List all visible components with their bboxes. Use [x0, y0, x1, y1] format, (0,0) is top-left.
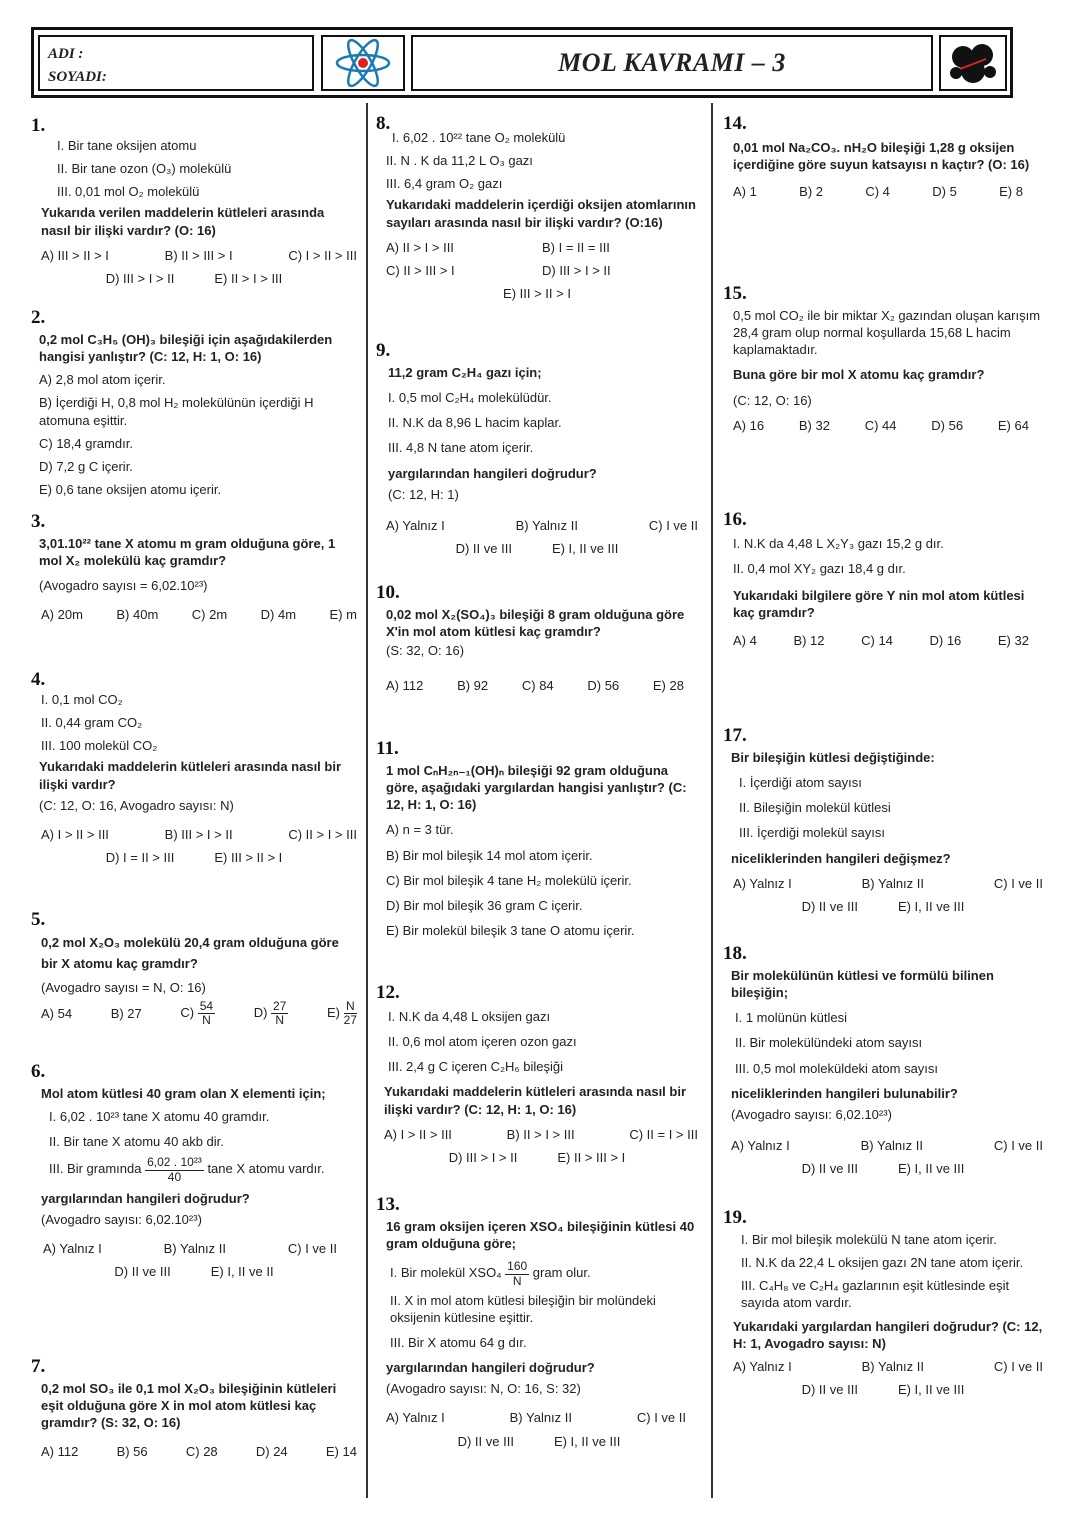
question-stem: 0,2 mol SO₃ ile 0,1 mol X₂O₃ bileşiğinin kütleleri eşit olduğuna göre X in mol atom kütlesi kaç gramdır? (S: 32, O: 16): [41, 1381, 337, 1431]
question-stem: 0,01 mol Na₂CO₃. nH₂O bileşiği 1,28 g oksijen içerdiğine göre suyun katsayısı n kaçtır? (O: 16): [733, 140, 1030, 173]
option-a[interactable]: A) 20m: [41, 607, 83, 623]
option-e[interactable]: E) 0,6 tane oksijen atomu içerir.: [39, 482, 222, 498]
option-d[interactable]: D) III > I > II: [542, 262, 611, 278]
statement: I. 0,1 mol CO₂: [41, 692, 123, 707]
question-note: (Avogadro sayısı: 6,02.10²³): [731, 1106, 892, 1122]
question-note: (S: 32, O: 16): [386, 643, 465, 659]
option-c[interactable]: C) II > I > III: [288, 826, 357, 842]
option-a[interactable]: A) n = 3 tür.: [386, 822, 454, 838]
option-b[interactable]: B) Yalnız II: [861, 875, 925, 891]
question-number: 18.: [723, 943, 747, 964]
option-a[interactable]: A) 54: [41, 1005, 73, 1021]
question-11: [376, 739, 698, 945]
option-d[interactable]: D) II ve III: [457, 1433, 514, 1449]
option-d[interactable]: D) Bir mol bileşik 36 gram C içerir.: [386, 897, 583, 913]
option-a[interactable]: A) Yalnız I: [733, 875, 792, 891]
question-number: 17.: [723, 725, 747, 746]
option-e-letter: E): [327, 1004, 340, 1020]
fraction: [198, 1000, 215, 1027]
statement: III. Bir X atomu 64 g dır.: [390, 1335, 527, 1350]
question-note: (Avogadro sayısı = N, O: 16): [41, 979, 206, 995]
question-4: [31, 670, 357, 866]
option-e[interactable]: [327, 1000, 357, 1027]
question-number: 10.: [376, 582, 400, 603]
option-a[interactable]: A) 4: [733, 632, 757, 648]
atom-logo-icon: [321, 35, 405, 91]
question-number: 3.: [31, 511, 46, 532]
question-number: 7.: [31, 1356, 46, 1377]
statement: III. 100 molekül CO₂: [41, 738, 158, 754]
option-e[interactable]: E) 28: [652, 678, 684, 694]
question-stem: Bir molekülünün kütlesi ve formülü bilinen bileşiğin;: [731, 968, 994, 1001]
statement: III. 0,5 mol moleküldeki atom sayısı: [735, 1060, 939, 1076]
option-c[interactable]: C) 44: [864, 417, 897, 433]
option-a[interactable]: A) I > II > III: [41, 826, 109, 842]
option-a[interactable]: A) I > II > III: [384, 1126, 452, 1142]
option-a[interactable]: A) 16: [733, 417, 765, 433]
question-17: [723, 726, 1043, 915]
option-c-letter: C): [180, 1004, 195, 1020]
option-c[interactable]: C) 14: [861, 632, 893, 648]
option-d[interactable]: D) II ve III: [801, 1382, 858, 1398]
statement: I. N.K da 4,48 L oksijen gazı: [388, 1009, 551, 1024]
option-e[interactable]: E) 32: [997, 632, 1029, 648]
option-c[interactable]: C) 4: [865, 184, 890, 200]
option-c[interactable]: C) I ve II: [993, 1358, 1043, 1374]
question-prompt: niceliklerinden hangileri bulunabilir?: [731, 1085, 958, 1101]
option-b[interactable]: B) 12: [793, 632, 825, 648]
fraction: [271, 1000, 288, 1027]
option-b[interactable]: B) II > I > III: [506, 1126, 575, 1142]
numerator: N: [344, 1000, 357, 1014]
option-c[interactable]: C) Bir mol bileşik 4 tane H₂ molekülü içerir.: [386, 872, 632, 888]
option-a[interactable]: A) 2,8 mol atom içerir.: [39, 372, 166, 388]
denominator: 40: [167, 1169, 182, 1184]
option-b[interactable]: B) Bir mol bileşik 14 mol atom içerir.: [386, 847, 593, 863]
statement: II. Bir tane ozon (O₃) molekülü: [57, 161, 232, 177]
option-b[interactable]: B) II > III > I: [164, 247, 233, 263]
option-b[interactable]: B) Yalnız II: [509, 1410, 573, 1426]
statement: I. Bir mol bileşik molekülü N tane atom içerir.: [741, 1232, 997, 1247]
fraction: [344, 1000, 357, 1027]
question-number: 16.: [723, 509, 747, 530]
statement: III. 4,8 N tane atom içerir.: [388, 440, 534, 456]
question-19: [723, 1208, 1043, 1398]
option-b[interactable]: B) 40m: [116, 607, 159, 623]
option-d[interactable]: D) 4m: [260, 607, 297, 623]
option-d[interactable]: D) 24: [255, 1444, 288, 1460]
option-c[interactable]: C) I ve II: [287, 1241, 337, 1257]
option-c[interactable]: C) 28: [185, 1444, 218, 1460]
statement: I. 6,02 . 10²² tane O₂ molekülü: [392, 130, 566, 145]
option-b[interactable]: B) III > I > II: [164, 826, 233, 842]
column-divider-2: [711, 103, 713, 1498]
question-note: (C: 12, H: 1): [388, 486, 459, 502]
question-note: (C: 12, O: 16): [733, 392, 812, 408]
question-16: [723, 510, 1043, 649]
option-c[interactable]: C) I > II > III: [288, 247, 357, 263]
option-a[interactable]: A) Yalnız I: [386, 517, 445, 533]
option-c[interactable]: C) I ve II: [648, 517, 698, 533]
option-a[interactable]: A) 112: [386, 678, 424, 694]
option-a[interactable]: A) Yalnız I: [386, 1410, 445, 1426]
option-c[interactable]: C) 84: [521, 678, 554, 694]
numerator: 27: [273, 998, 287, 1013]
question-number: 2.: [31, 307, 46, 328]
statement: III. 2,4 g C içeren C₂H₆ bileşiği: [388, 1059, 564, 1075]
option-d[interactable]: [254, 1000, 289, 1027]
statement: II. Bileşiğin molekül kütlesi: [739, 800, 891, 816]
question-3: [31, 512, 357, 624]
fraction: [145, 1156, 204, 1183]
option-b[interactable]: B) I = II = III: [542, 239, 610, 255]
option-d[interactable]: D) II ve III: [801, 898, 858, 914]
question-stem: Yukarıda verilen maddelerin kütleleri arasında nasıl bir ilişki vardır? (O: 16): [41, 205, 325, 238]
option-b[interactable]: B) 32: [798, 417, 830, 433]
denominator: 27: [343, 1012, 357, 1027]
option-d[interactable]: D) 56: [931, 417, 964, 433]
option-b[interactable]: B) 56: [116, 1444, 148, 1460]
option-c[interactable]: C) I ve II: [636, 1410, 686, 1426]
option-e[interactable]: E) 64: [997, 417, 1029, 433]
option-d[interactable]: D) I = II > III: [105, 850, 175, 866]
statement-part: III. Bir gramında: [49, 1161, 142, 1177]
question-prompt: yargılarından hangileri doğrudur?: [41, 1190, 250, 1206]
option-a[interactable]: A) Yalnız I: [731, 1138, 790, 1154]
name-box: [38, 35, 314, 91]
question-number: 5.: [31, 909, 46, 930]
statement: III. 0,01 mol O₂ molekülü: [57, 184, 200, 200]
option-e[interactable]: E) I, II ve III: [897, 1382, 965, 1398]
title-box: [411, 35, 933, 91]
option-e[interactable]: E) I, II ve III: [551, 541, 619, 557]
option-e[interactable]: E) 14: [325, 1444, 357, 1460]
option-b[interactable]: B) 2: [799, 184, 824, 200]
question-number: 9.: [376, 340, 391, 361]
question-number: 19.: [723, 1207, 747, 1228]
question-stem: Yukarıdaki maddelerin içerdiği oksijen atomlarının sayıları arasında nasıl bir ilişki vardır? (O:16): [386, 197, 696, 230]
question-stem: 0,2 mol C₃H₅ (OH)₃ bileşiği için aşağıdakilerden hangisi yanlıştır? (C: 12, H: 1, O: 16): [39, 332, 333, 365]
statement: II. X in mol atom kütlesi bileşiğin bir molündeki oksijenin kütlesine eşittir.: [390, 1292, 656, 1325]
option-e[interactable]: E) I, II ve II: [210, 1264, 274, 1280]
question-note: (Avogadro sayısı = 6,02.10²³): [39, 578, 208, 594]
molecule-logo-icon: [939, 35, 1007, 91]
option-e[interactable]: E) m: [329, 607, 357, 623]
option-e[interactable]: E) II > I > III: [214, 270, 283, 286]
question-number: 11.: [376, 738, 399, 759]
option-a[interactable]: A) II > I > III: [386, 239, 454, 255]
statement: II. N.K da 22,4 L oksijen gazı 2N tane atom içerir.: [741, 1255, 1024, 1271]
question-5: [31, 910, 357, 1027]
statement: [31, 1156, 357, 1183]
option-b[interactable]: B) Yalnız II: [515, 517, 579, 533]
denominator: N: [275, 1012, 285, 1027]
numerator: 6,02 . 10²³: [147, 1155, 202, 1170]
question-13: [376, 1195, 702, 1450]
option-d[interactable]: D) III > I > II: [105, 270, 175, 286]
option-d-letter: D): [253, 1004, 268, 1020]
question-number: 1.: [31, 115, 46, 136]
question-prompt: yargılarından hangileri doğrudur?: [388, 465, 597, 481]
question-stem: 0,02 mol X₂(SO₄)₃ bileşiği 8 gram olduğuna göre X'in mol atom kütlesi kaç gramdır?: [386, 607, 685, 640]
option-b[interactable]: B) 92: [457, 678, 489, 694]
question-number: 15.: [723, 283, 747, 304]
question-stem: Bir bileşiğin kütlesi değiştiğinde:: [731, 750, 935, 765]
question-18: [723, 944, 1043, 1177]
numerator: 54: [199, 998, 214, 1013]
option-a[interactable]: A) 1: [733, 184, 757, 200]
question-number: 14.: [723, 113, 747, 134]
question-7: [31, 1357, 357, 1461]
question-stem: 0,2 mol X₂O₃ molekülü 20,4 gram olduğuna göre bir X atomu kaç gramdır?: [41, 935, 339, 971]
question-note: (Avogadro sayısı: 6,02.10²³): [41, 1212, 202, 1227]
option-c[interactable]: [180, 1000, 215, 1027]
question-6: [31, 1062, 357, 1280]
option-e[interactable]: E) 8: [999, 184, 1023, 200]
statement-part: tane X atomu vardır.: [207, 1161, 325, 1177]
question-note: (Avogadro sayısı: N, O: 16, S: 32): [386, 1381, 581, 1397]
question-8: [376, 114, 698, 302]
question-10: [376, 583, 698, 695]
question-14: [723, 114, 1043, 200]
statement: II. Bir molekülündeki atom sayısı: [735, 1035, 923, 1051]
option-c[interactable]: C) 2m: [191, 607, 228, 623]
question-number: 8.: [376, 113, 391, 134]
question-stem: 3,01.10²² tane X atomu m gram olduğuna göre, 1 mol X₂ molekülü kaç gramdır?: [39, 536, 336, 569]
option-c[interactable]: C) 18,4 gramdır.: [39, 435, 133, 451]
option-d[interactable]: D) II ve III: [455, 541, 512, 557]
option-a[interactable]: A) III > II > I: [41, 247, 109, 263]
statement-part: gram olur.: [532, 1265, 591, 1281]
question-stem: 0,5 mol CO₂ ile bir miktar X₂ gazından oluşan karışım 28,4 gram olup normal koşullarda 15,68 L hacim kaplamaktadır.: [733, 308, 1041, 358]
question-9: [376, 341, 698, 557]
statement: II. 0,44 gram CO₂: [41, 715, 143, 731]
question-stem: 11,2 gram C₂H₄ gazı için;: [388, 365, 542, 380]
option-d[interactable]: D) III > I > II: [448, 1149, 518, 1165]
statement-part: I. Bir molekül XSO₄: [390, 1265, 502, 1281]
statement: I. 0,5 mol C₂H₄ molekülüdür.: [388, 390, 552, 406]
question-stem: 16 gram oksijen içeren XSO₄ bileşiğinin kütlesi 40 gram olduğuna göre;: [386, 1219, 695, 1252]
question-number: 4.: [31, 669, 46, 690]
option-d[interactable]: D) II ve III: [114, 1264, 171, 1280]
denominator: N: [512, 1273, 522, 1288]
option-e[interactable]: E) II > III > I: [557, 1149, 626, 1165]
option-e[interactable]: E) I, II ve III: [897, 898, 965, 914]
option-b[interactable]: B) Yalnız II: [163, 1241, 227, 1257]
question-15: [723, 284, 1043, 434]
statement: II. 0,4 mol XY₂ gazı 18,4 g dır.: [733, 561, 906, 577]
page-title: MOL KAVRAMI – 3: [558, 48, 786, 77]
option-c[interactable]: C) I ve II: [993, 875, 1043, 891]
statement: [376, 1260, 702, 1287]
fraction: [505, 1260, 529, 1287]
numerator: 160: [507, 1259, 528, 1274]
option-b[interactable]: B) Yalnız II: [860, 1138, 924, 1154]
statement: II. N . K da 11,2 L O₃ gazı: [386, 153, 533, 169]
option-e[interactable]: E) III > II > I: [214, 850, 283, 866]
statement: II. 0,6 mol atom içeren ozon gazı: [388, 1034, 577, 1050]
question-prompt: Buna göre bir mol X atomu kaç gramdır?: [733, 367, 985, 383]
option-e[interactable]: E) Bir molekül bileşik 3 tane O atomu içerir.: [386, 923, 635, 939]
statement: I. Bir tane oksijen atomu: [57, 138, 197, 153]
statement: I. 6,02 . 10²³ tane X atomu 40 gramdır.: [49, 1109, 270, 1125]
option-e[interactable]: E) I, II ve III: [897, 1161, 965, 1177]
statement: I. İçerdiği atom sayısı: [739, 775, 862, 791]
question-prompt: yargılarından hangileri doğrudur?: [386, 1360, 595, 1376]
name-label: ADI :: [48, 46, 84, 62]
option-a[interactable]: A) 112: [41, 1444, 79, 1460]
statement: III. İçerdiği molekül sayısı: [739, 825, 885, 841]
statement: III. 6,4 gram O₂ gazı: [386, 176, 503, 192]
question-stem: Mol atom kütlesi 40 gram olan X elementi için;: [41, 1086, 326, 1101]
option-d[interactable]: D) 7,2 g C içerir.: [39, 458, 133, 474]
question-prompt: Yukarıdaki yargılardan hangileri doğrudur? (C: 12, H: 1, Avogadro sayısı: N): [733, 1318, 1043, 1351]
question-note: (C: 12, O: 16, Avogadro sayısı: N): [39, 797, 234, 813]
statement: I. 1 molünün kütlesi: [735, 1010, 848, 1026]
option-c[interactable]: C) II > III > I: [386, 262, 455, 278]
option-b[interactable]: B) 27: [110, 1005, 142, 1021]
question-1: [31, 116, 357, 287]
option-c[interactable]: C) I ve II: [993, 1138, 1043, 1154]
question-2: [31, 308, 357, 504]
option-b[interactable]: B) Yalnız II: [861, 1358, 925, 1374]
statement: I. N.K da 4,48 L X₂Y₃ gazı 15,2 g dır.: [733, 536, 944, 551]
option-e[interactable]: E) I, II ve III: [553, 1433, 621, 1449]
denominator: N: [202, 1012, 211, 1027]
statement: II. Bir tane X atomu 40 akb dir.: [49, 1134, 224, 1150]
question-prompt: niceliklerinden hangileri değişmez?: [731, 850, 951, 866]
surname-label: SOYADI:: [48, 69, 107, 85]
option-d[interactable]: D) 16: [929, 632, 962, 648]
option-b[interactable]: B) İçerdiği H, 0,8 mol H₂ molekülünün içerdiği H atomuna eşittir.: [39, 395, 314, 428]
page-header: [31, 27, 1013, 98]
option-a[interactable]: A) Yalnız I: [43, 1241, 102, 1257]
question-12: [376, 983, 698, 1166]
option-e[interactable]: E) III > II > I: [503, 286, 571, 302]
option-d[interactable]: D) II ve III: [801, 1161, 858, 1177]
option-d[interactable]: D) 5: [932, 184, 957, 200]
question-stem: Yukarıdaki maddelerin kütleleri arasında nasıl bir ilişki vardır?: [39, 759, 342, 792]
question-number: 13.: [376, 1194, 400, 1215]
column-divider-1: [366, 103, 368, 1498]
statement: II. N.K da 8,96 L hacim kaplar.: [388, 415, 562, 431]
question-stem: 1 mol CₙH₂ₙ₋₁(OH)ₙ bileşiği 92 gram olduğuna göre, aşağıdaki yargılardan hangisi yanlıştır? (C: 12, H: 1, O: 16): [386, 763, 687, 813]
question-number: 6.: [31, 1061, 46, 1082]
question-stem: Yukarıdaki maddelerin kütleleri arasında nasıl bir ilişki vardır? (C: 12, H: 1, O: 16): [384, 1084, 687, 1117]
question-stem: Yukarıdaki bilgilere göre Y nin mol atom kütlesi kaç gramdır?: [733, 588, 1025, 621]
statement: III. C₄H₈ ve C₂H₄ gazlarının eşit kütlesinde eşit sayıda atom vardır.: [741, 1278, 1010, 1311]
option-d[interactable]: D) 56: [587, 678, 620, 694]
option-c[interactable]: C) II = I > III: [629, 1126, 698, 1142]
question-number: 12.: [376, 982, 400, 1003]
option-a[interactable]: A) Yalnız I: [733, 1358, 792, 1374]
